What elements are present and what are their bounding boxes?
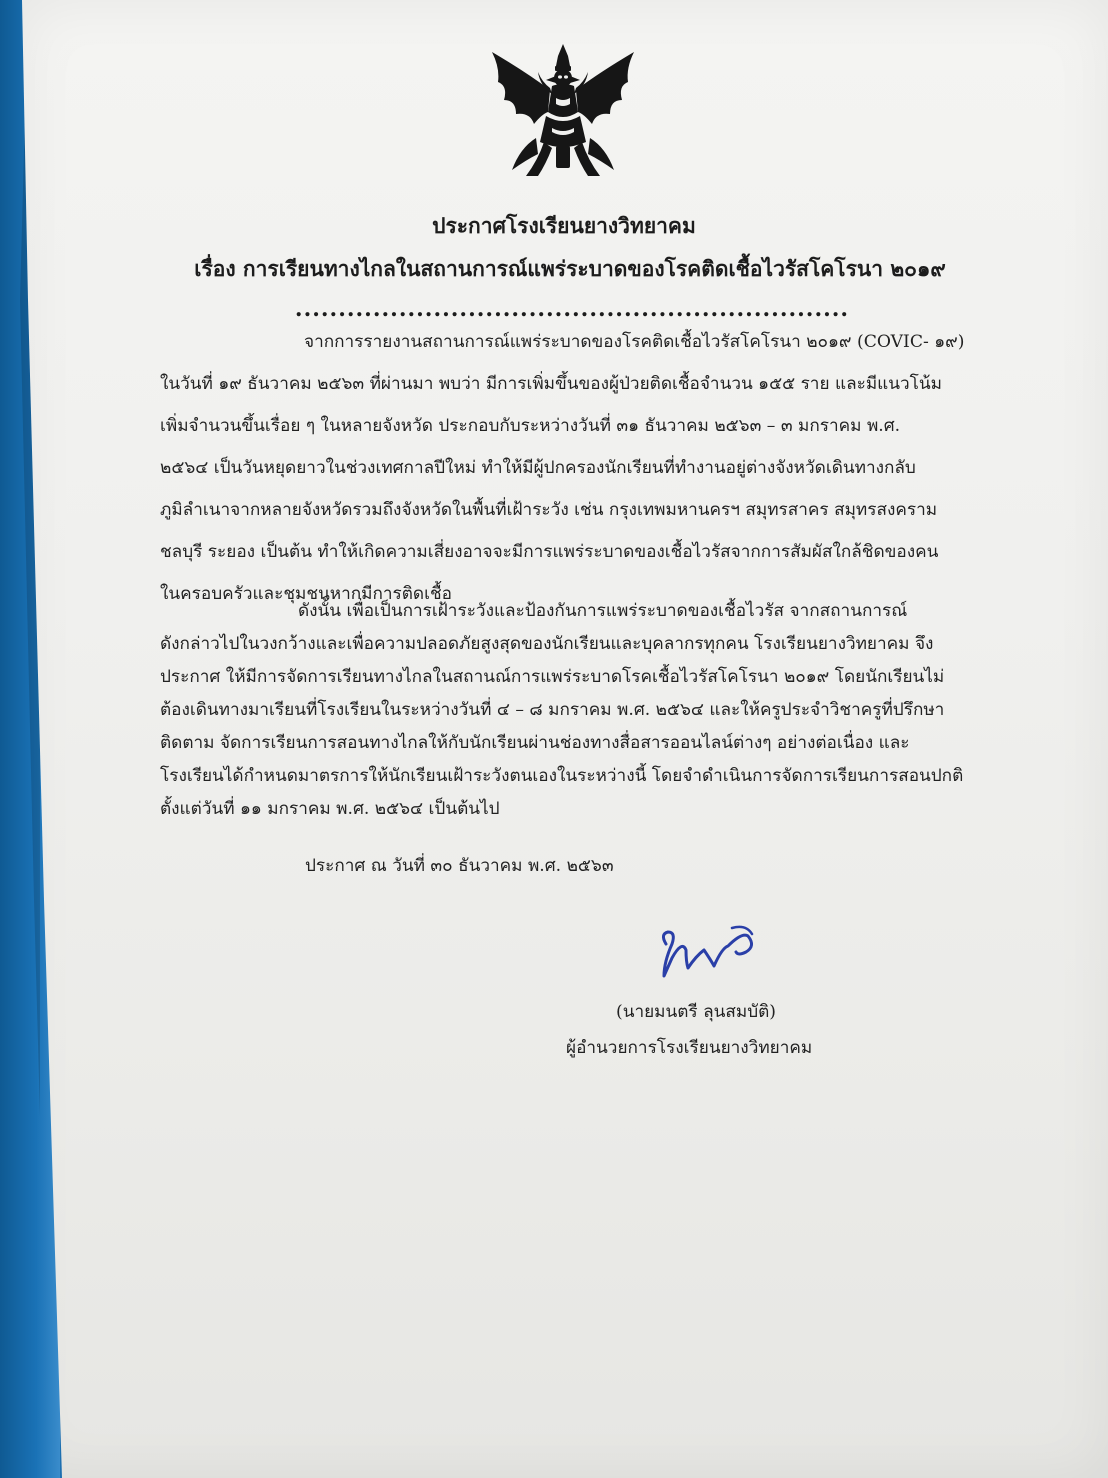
garuda-emblem-icon	[486, 42, 640, 182]
document-subject: เรื่อง การเรียนทางไกลในสถานการณ์แพร่ระบาดของโรคติดเชื้อไวรัสโคโรนา ๒๐๑๙	[194, 256, 946, 281]
separator-line: ................................................................	[294, 296, 850, 322]
paragraph-1-line-3: เพิ่มจำนวนขึ้นเรื่อย ๆ ในหลายจังหวัด ประกอบกับระหว่างวันที่ ๓๑ ธันวาคม ๒๕๖๓ – ๓ มกราคม พ.ศ.	[160, 416, 901, 436]
paragraph-2-line-6: โรงเรียนได้กำหนดมาตรการให้นักเรียนเฝ้าระวังตนเองในระหว่างนี้ โดยจำดำเนินการจัดการเรียนการสอนปกติ	[160, 766, 964, 786]
paragraph-2-line-2: ดังกล่าวไปในวงกว้างและเพื่อความปลอดภัยสูงสุดของนักเรียนและบุคลากรทุกคน โรงเรียนยางวิทยาคม จึง	[160, 634, 934, 654]
paragraph-1-line-7: ในครอบครัวและชุมชนหากมีการติดเชื้อ	[160, 584, 452, 604]
paragraph-2-line-7: ตั้งแต่วันที่ ๑๑ มกราคม พ.ศ. ๒๕๖๔ เป็นต้นไป	[160, 799, 500, 819]
paragraph-1-line-2: ในวันที่ ๑๙ ธันวาคม ๒๕๖๓ ที่ผ่านมา พบว่า มีการเพิ่มขึ้นของผู้ป่วยติดเชื้อจำนวน ๑๕๕ ราย และมีแนวโน้ม	[160, 374, 942, 394]
paragraph-1-line-6: ชลบุรี ระยอง เป็นต้น ทำให้เกิดความเสี่ยงอาจจะมีการแพร่ระบาดของเชื้อไวรัสจากการสัมผัสใกล้ชิดของคน	[160, 542, 939, 562]
paragraph-1-line-1: จากการรายงานสถานการณ์แพร่ระบาดของโรคติดเชื้อไวรัสโคโรนา ๒๐๑๙ (COVIC- ๑๙)	[304, 332, 965, 352]
paragraph-2-line-1: ดังนั้น เพื่อเป็นการเฝ้าระวังและป้องกันการแพร่ระบาดของเชื้อไวรัส จากสถานการณ์	[298, 601, 908, 621]
paragraph-2-line-3: ประกาศ ให้มีการจัดการเรียนทางไกลในสถานณ์การแพร่ระบาดโรคเชื้อไวรัสโคโรนา ๒๐๑๙ โดยนักเรียนไม่	[160, 667, 945, 687]
signatory-name: (นายมนตรี ลุนสมบัติ)	[616, 1002, 776, 1022]
paragraph-1-line-4: ๒๕๖๔ เป็นวันหยุดยาวในช่วงเทศกาลปีใหม่ ทำให้มีผู้ปกครองนักเรียนที่ทำงานอยู่ต่างจังหวัดเดินทางกลับ	[160, 458, 916, 478]
announce-date: ประกาศ ณ วันที่ ๓๐ ธันวาคม พ.ศ. ๒๕๖๓	[305, 856, 614, 876]
paragraph-2-line-4: ต้องเดินทางมาเรียนที่โรงเรียนในระหว่างวันที่ ๔ – ๘ มกราคม พ.ศ. ๒๕๖๔ และให้ครูประจำวิชาครูที่ปรึกษา	[160, 700, 945, 720]
paragraph-2-line-5: ติดตาม จัดการเรียนการสอนทางไกลให้กับนักเรียนผ่านช่องทางสื่อสารออนไลน์ต่างๆ อย่างต่อเนื่อง และ	[160, 733, 910, 753]
signatory-position: ผู้อำนวยการโรงเรียนยางวิทยาคม	[566, 1038, 813, 1058]
document-title: ประกาศโรงเรียนยางวิทยาคม	[432, 213, 696, 238]
signature-mark	[652, 922, 762, 982]
paragraph-1-line-5: ภูมิลำเนาจากหลายจังหวัดรวมถึงจังหวัดในพื้นที่เฝ้าระวัง เช่น กรุงเทพมหานครฯ สมุทรสาคร สมุทรสงคราม	[160, 500, 938, 520]
